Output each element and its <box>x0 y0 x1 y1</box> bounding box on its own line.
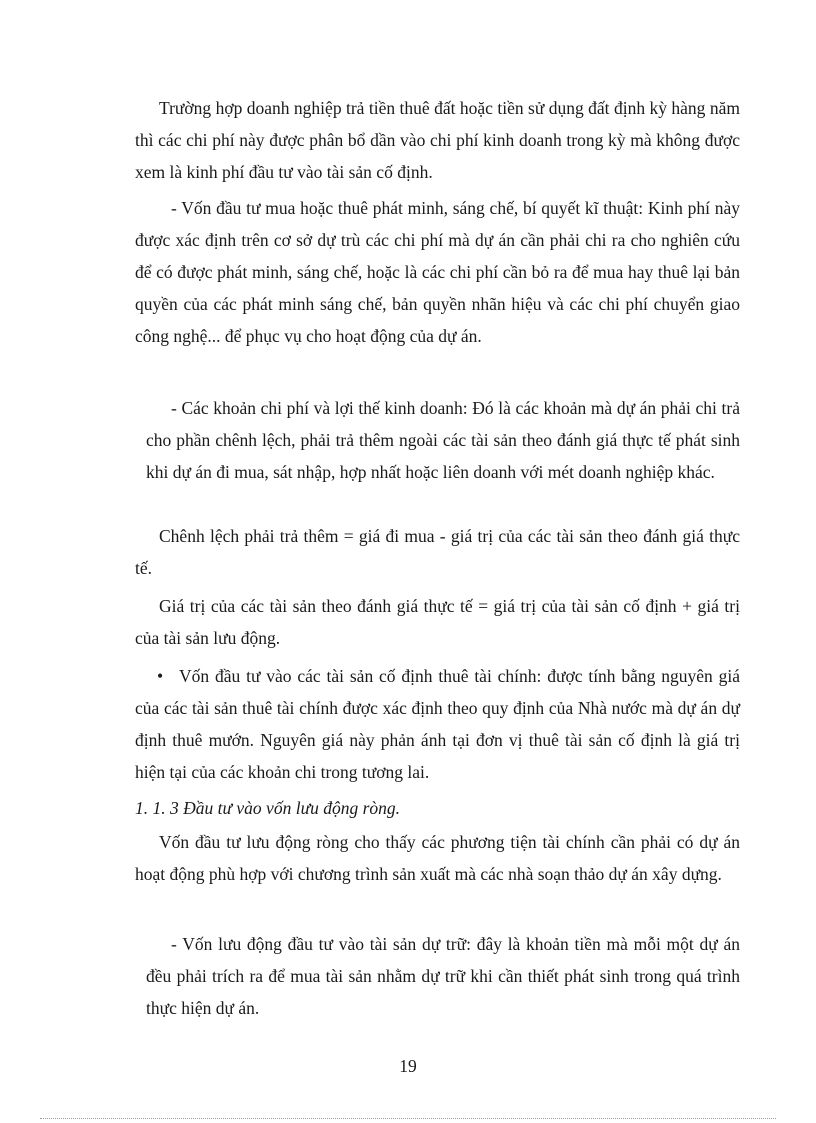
paragraph-finance-lease <box>135 660 740 788</box>
paragraph-asset-value-formula: Giá trị của các tài sản theo đánh giá thực tế = giá trị của tài sản cố định + giá trị của tài sản lưu động. <box>135 596 740 648</box>
page-number: 19 <box>399 1056 417 1076</box>
paragraph-business-advantage: - Các khoản chi phí và lợi thế kinh doanh: Đó là các khoản mà dự án phải chi trả cho phần chênh lệch, phải trả thêm ngoài các tài sản theo đánh giá thực tế phát sinh khi dự án đi mua, sát nhập, hợp nhất hoặc liên doanh với mét doanh nghiệp khác. <box>146 398 740 482</box>
paragraph-patent-investment: - Vốn đầu tư mua hoặc thuê phát minh, sáng chế, bí quyết kĩ thuật: Kinh phí này được xác định trên cơ sở dự trù các chi phí mà dự án cần phải chi ra cho nghiên cứu để có được phát minh, sáng chế, hoặc là các chi phí cần bỏ ra để mua hay thuê lại bản quyền của các phát minh sáng chế, bản quyền nhãn hiệu và các chi phí chuyển giao công nghệ... để phục vụ cho hoạt động của dự án. <box>135 198 740 346</box>
bullet-icon: • <box>157 666 164 686</box>
paragraph-inventory-capital: - Vốn lưu động đầu tư vào tài sản dự trữ: đây là khoản tiền mà mỗi một dự án đều phải trích ra để mua tài sản nhằm dự trữ khi cần thiết phát sinh trong quá trình thực hiện dự án. <box>146 934 740 1018</box>
paragraph-net-working-capital: Vốn đầu tư lưu động ròng cho thấy các phương tiện tài chính cần phải có dự án hoạt động phù hợp với chương trình sản xuất mà các nhà soạn thảo dự án xây dựng. <box>135 832 740 884</box>
footer-divider <box>40 1118 776 1119</box>
paragraph-premium-formula: Chênh lệch phải trả thêm = giá đi mua - giá trị của các tài sản theo đánh giá thực tế. <box>135 526 740 578</box>
bullet-text: Vốn đầu tư vào các tài sản cố định thuê tài chính: được tính bằng nguyên giá của các tài sản thuê tài chính được xác định theo quy định của Nhà nước mà dự án dự định thuê mướn. Nguyên giá này phản ánh tại đơn vị thuê tài sản cố định là giá trị hiện tại của các khoản chi trong tương lai. <box>135 666 740 782</box>
paragraph-land-rent: Trường hợp doanh nghiệp trả tiền thuê đất hoặc tiền sử dụng đất định kỳ hàng năm thì các chi phí này được phân bổ dần vào chi phí kinh doanh trong kỳ mà không được xem là kinh phí đầu tư vào tài sản cố định. <box>135 98 740 182</box>
section-heading: 1. 1. 3 Đầu tư vào vốn lưu động ròng. <box>135 798 401 818</box>
